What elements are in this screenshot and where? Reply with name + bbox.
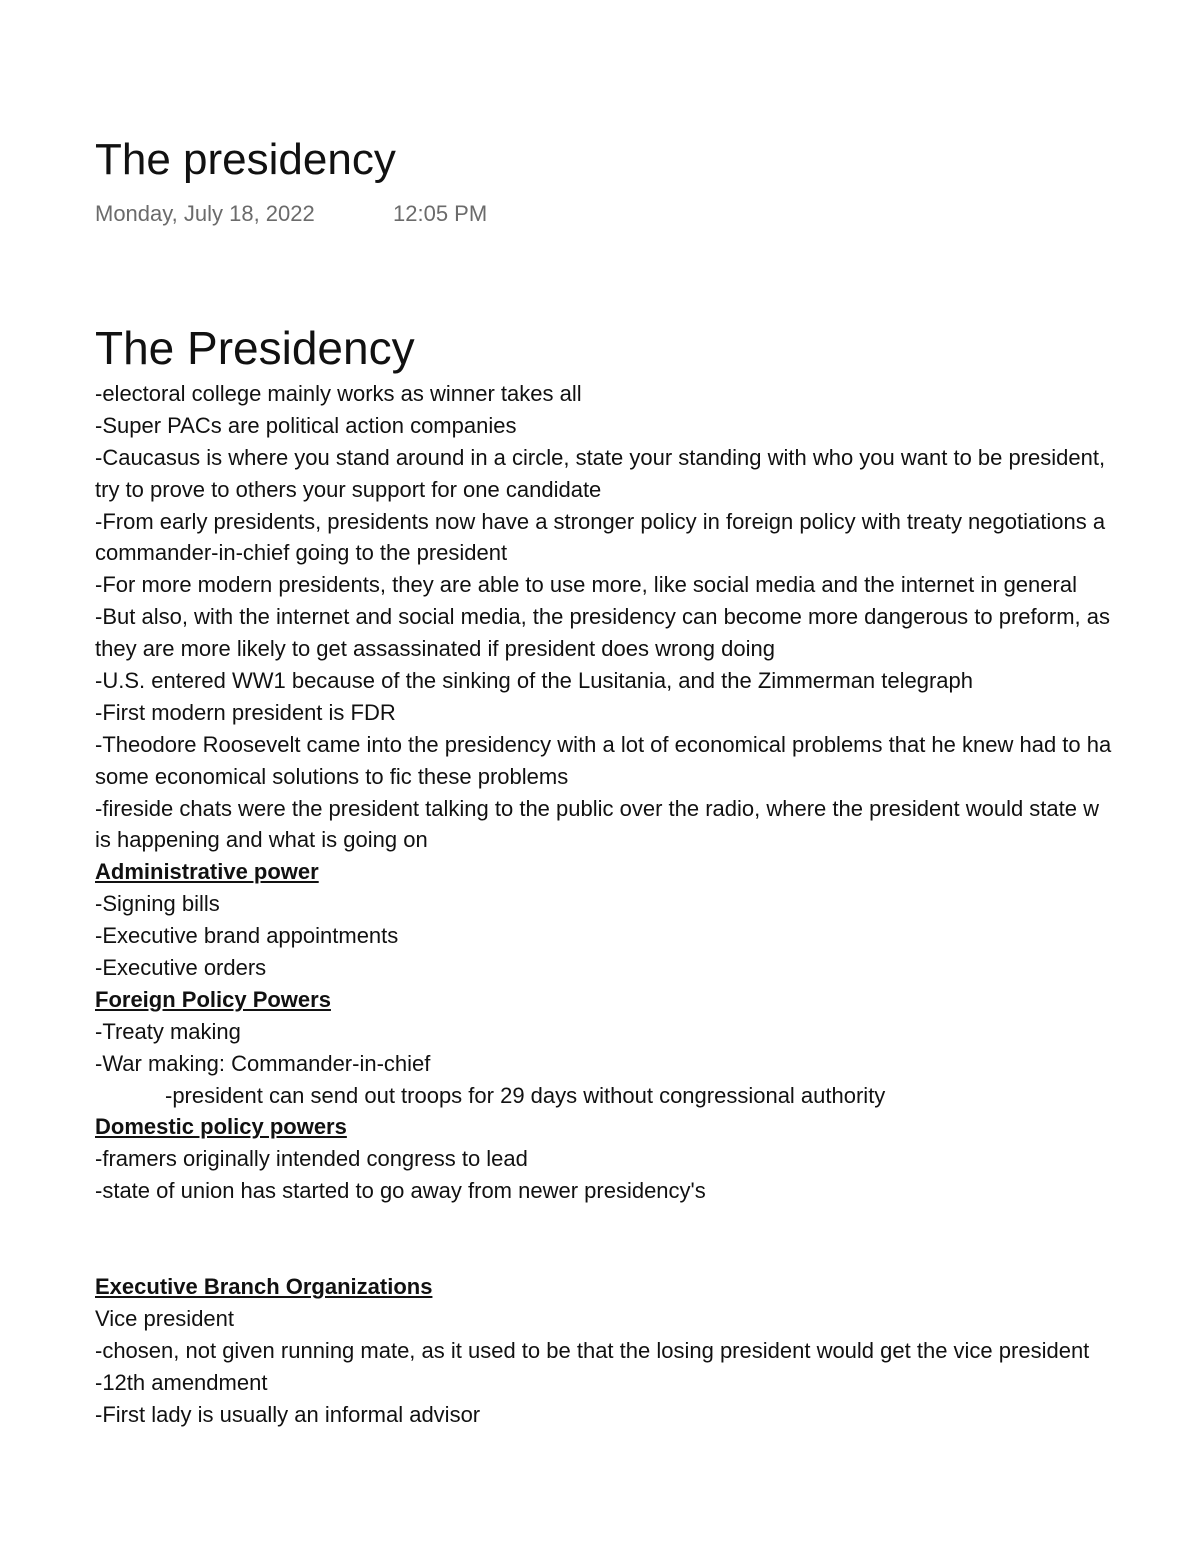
note-line: -Super PACs are political action companies xyxy=(95,412,517,438)
list-item: -Signing bills xyxy=(95,891,220,917)
page-time: 12:05 PM xyxy=(393,201,488,226)
note-line: -But also, with the internet and social media, the presidency can become more dangerous to preform, as xyxy=(95,604,1110,630)
list-item: -framers originally intended congress to lead xyxy=(95,1146,528,1172)
list-item: -Treaty making xyxy=(95,1018,241,1044)
list-item: Vice president xyxy=(95,1305,235,1331)
note-line: -fireside chats were the president talking to the public over the radio, where the president would state w xyxy=(95,795,1099,821)
section-heading-foreign: Foreign Policy Powers xyxy=(95,986,331,1012)
note-line: some economical solutions to fic these problems xyxy=(95,763,569,789)
note-line: -For more modern presidents, they are able to use more, like social media and the internet in general xyxy=(95,572,1077,598)
note-heading: The Presidency xyxy=(95,322,415,374)
note-line: -Caucasus is where you stand around in a circle, state your standing with who you want to be president, xyxy=(95,444,1106,470)
note-line: -From early presidents, presidents now have a stronger policy in foreign policy with treaty negotiations a xyxy=(95,508,1106,534)
section-heading-administrative: Administrative power xyxy=(95,859,319,885)
blank-line xyxy=(95,1207,1200,1239)
list-item: -War making: Commander-in-chief xyxy=(95,1050,431,1076)
list-item: -First lady is usually an informal advisor xyxy=(95,1401,481,1427)
list-item: -Executive orders xyxy=(95,955,267,981)
list-item: -Executive brand appointments xyxy=(95,923,399,949)
note-line: -U.S. entered WW1 because of the sinking of the Lusitania, and the Zimmerman telegraph xyxy=(95,668,974,694)
section-heading-domestic: Domestic policy powers xyxy=(95,1114,347,1140)
note-body xyxy=(95,378,1200,1430)
note-line: -First modern president is FDR xyxy=(95,699,396,725)
note-line: try to prove to others your support for one candidate xyxy=(95,476,602,502)
note-line: is happening and what is going on xyxy=(95,827,428,853)
list-item: -chosen, not given running mate, as it used to be that the losing president would get the vice president xyxy=(95,1337,1090,1363)
page-date: Monday, July 18, 2022 xyxy=(95,201,315,226)
note-line: -electoral college mainly works as winner takes all xyxy=(95,381,582,406)
page-title: The presidency xyxy=(95,135,396,184)
note-line: they are more likely to get assassinated if president does wrong doing xyxy=(95,636,775,662)
note-line: commander-in-chief going to the president xyxy=(95,540,508,566)
blank-line xyxy=(95,1239,1200,1271)
note-line: -Theodore Roosevelt came into the presidency with a lot of economical problems that he knew had to ha xyxy=(95,731,1112,757)
list-item: -12th amendment xyxy=(95,1369,268,1395)
list-item: -state of union has started to go away from newer presidency's xyxy=(95,1178,706,1204)
section-heading-executive: Executive Branch Organizations xyxy=(95,1273,433,1299)
list-sub-item: -president can send out troops for 29 days without congressional authority xyxy=(165,1082,886,1108)
